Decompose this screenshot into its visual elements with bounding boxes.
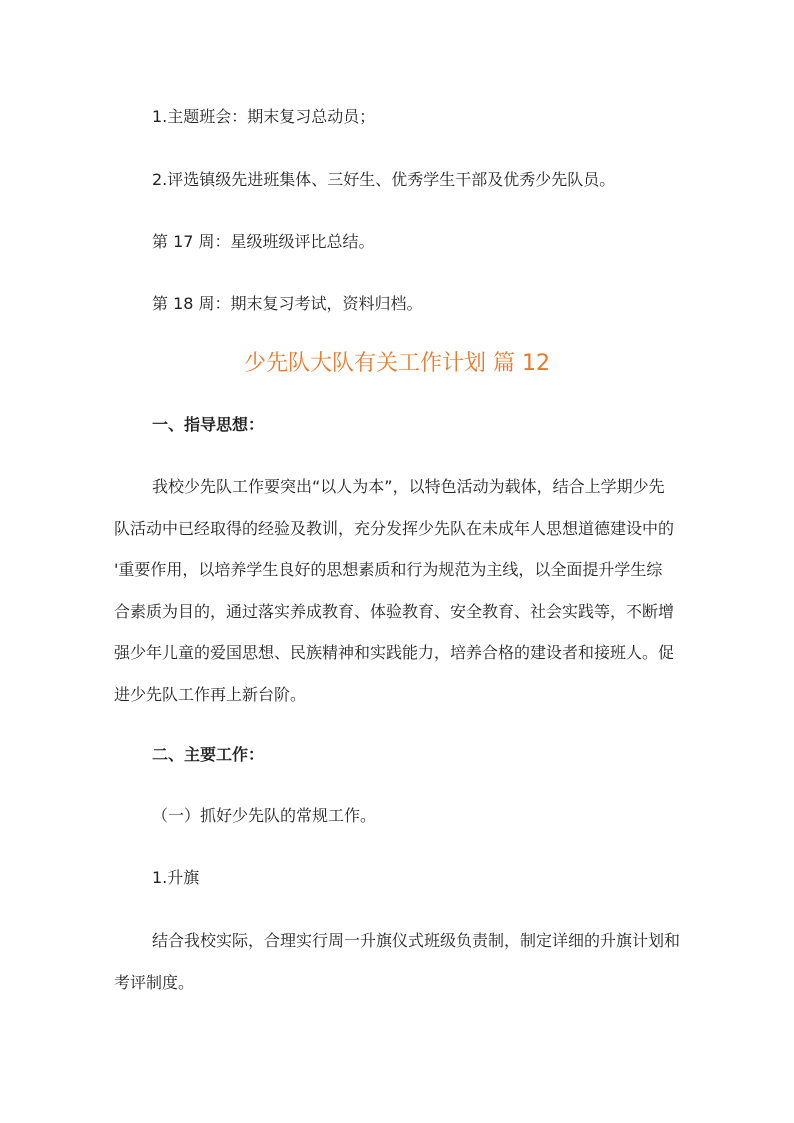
list-item-selection: 2.评选镇级先进班集体、三好生、优秀学生干部及优秀少先队员。	[152, 170, 616, 189]
list-item-theme-meeting: 1.主题班会：期末复习总动员；	[152, 107, 376, 126]
section2-paragraph	[114, 920, 680, 1003]
section-title: 少先队大队有关工作计划 篇 12	[244, 351, 550, 376]
section2-heading: 二、主要工作：	[152, 745, 265, 764]
paragraph-line: 合素质为目的，通过落实养成教育、体验教育、安全教育、社会实践等，不断增	[114, 601, 675, 621]
section1-heading: 一、指导思想：	[152, 415, 265, 434]
section1-paragraph	[114, 466, 680, 716]
flag-raising-item: 1.升旗	[152, 868, 200, 887]
week-17-line: 第 17 周：星级班级评比总结。	[152, 232, 375, 251]
paragraph-line: 我校少先队工作要突出“以人为本”，以特色活动为载体，结合上学期少先	[152, 477, 665, 496]
paragraph-line: 考评制度。	[114, 972, 195, 992]
week-18-line: 第 18 周：期末复习考试，资料归档。	[152, 294, 423, 313]
paragraph-line: 结合我校实际，合理实行周一升旗仪式班级负责制，制定详细的升旗计划和	[152, 931, 681, 950]
paragraph-line: 强少年儿童的爱国思想、民族精神和实践能力，培养合格的建设者和接班人。促	[114, 643, 675, 663]
section2-subheading: （一）抓好少先队的常规工作。	[152, 806, 377, 825]
paragraph-line: 队活动中已经取得的经验及教训，充分发挥少先队在未成年人思想道德建设中的	[114, 518, 675, 538]
paragraph-line: 进少先队工作再上新台阶。	[114, 684, 307, 704]
paragraph-line: '重要作用，以培养学生良好的思想素质和行为规范为主线，以全面提升学生综	[114, 560, 663, 580]
